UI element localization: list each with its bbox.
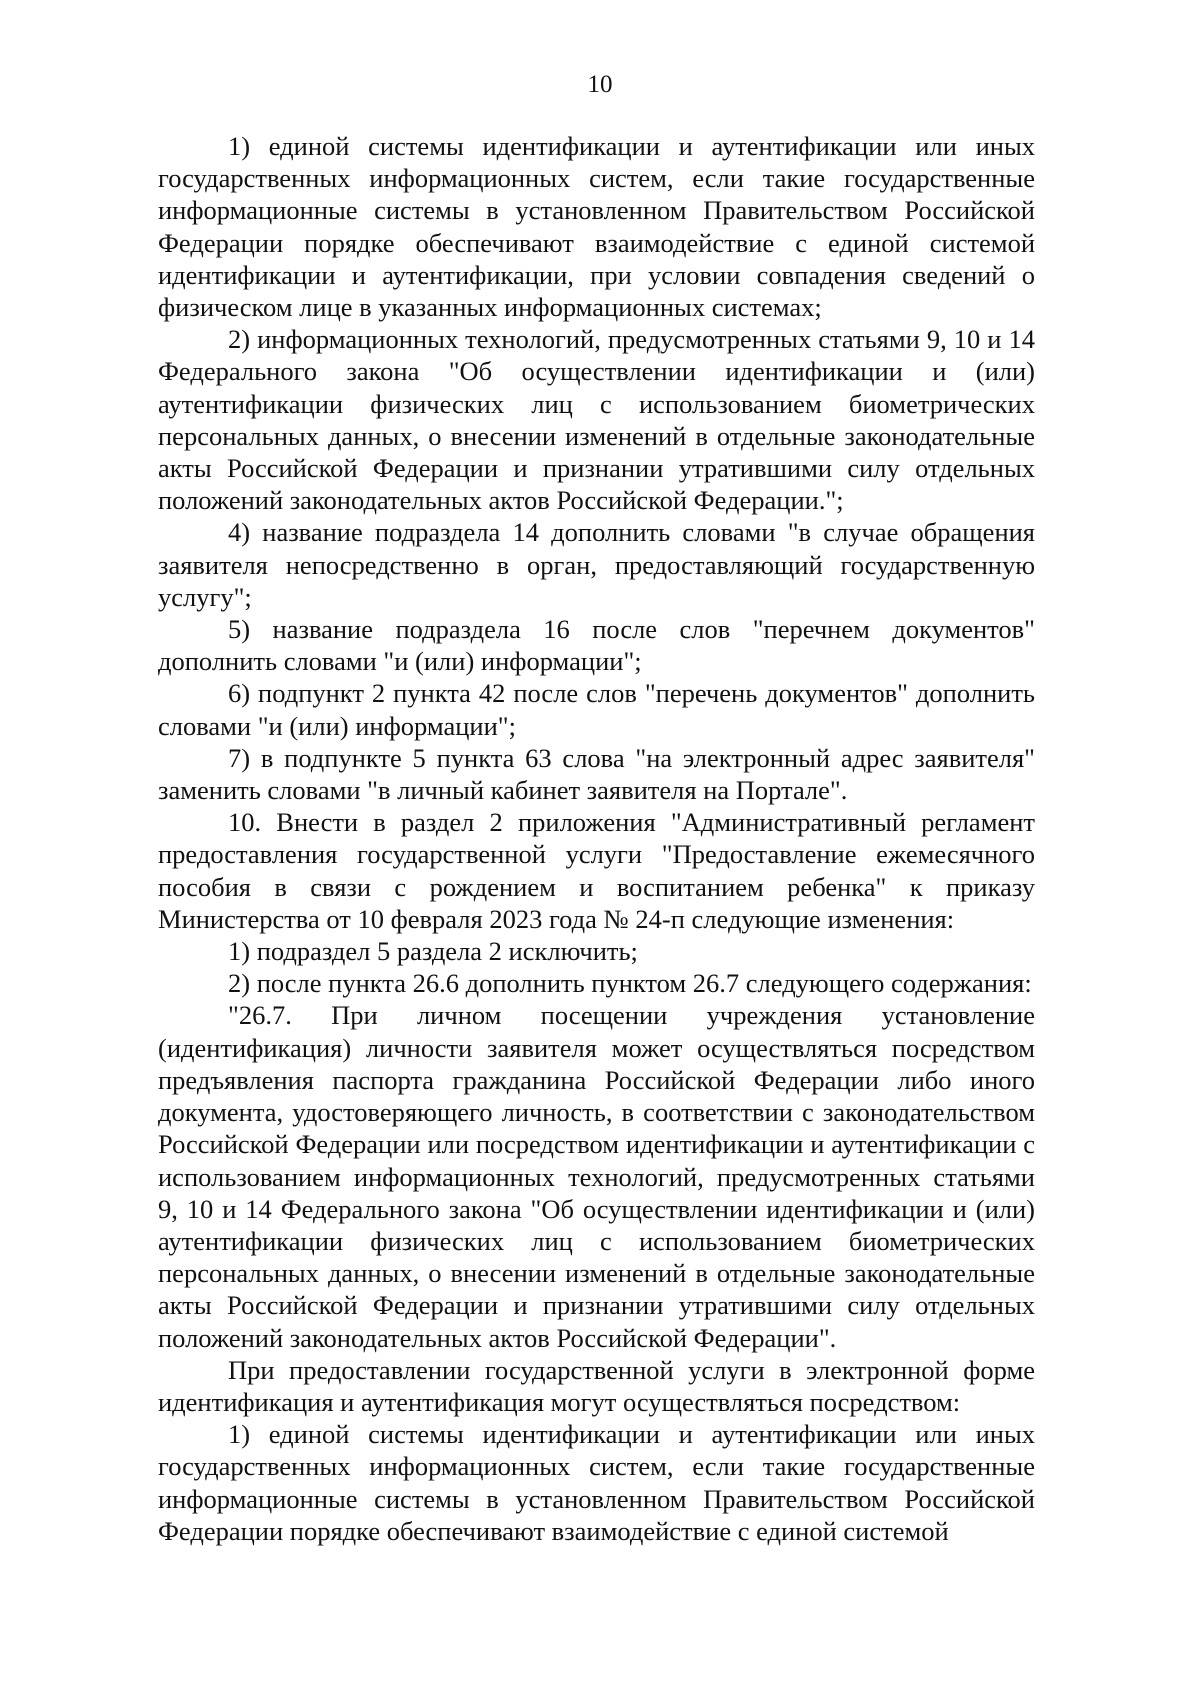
paragraph-10: "26.7. При личном посещении учреждения установление (идентификация) личности заявителя может осуществляться посредством предъявления паспорта гражданина Российской Федерации либо иного документа, удостоверяющего личность, в соответствии с законодательством Российской Федерации или посредством идентификации и аутентификации с использованием информационных технологий, предусмотренных статьями 9, 10 и 14 Федерального закона "Об осуществлении идентификации и (или) аутентификации физических лиц с использованием биометрических персональных данных, о внесении изменений в отдельные законодательные акты Российской Федерации и признании утратившими силу отдельных положений законодательных актов Российской Федерации".	[158, 1000, 1035, 1353]
page-number: 10	[587, 71, 613, 98]
paragraph-9: 2) после пункта 26.6 дополнить пунктом 26.7 следующего содержания:	[228, 968, 1032, 999]
paragraph-3: 4) название подраздела 14 дополнить словами "в случае обращения заявителя непосредственно в орган, предоставляющий государственную услугу";	[158, 517, 1035, 612]
paragraph-2: 2) информационных технологий, предусмотренных статьями 9, 10 и 14 Федерального закона "Об осуществлении идентификации и (или) аутентификации физических лиц с использованием биометрических персональных данных, о внесении изменений в отдельные законодательные акты Российской Федерации и признании утратившими силу отдельных положений законодательных актов Российской Федерации.";	[158, 324, 1035, 516]
paragraph-12: 1) единой системы идентификации и аутентификации или иных государственных информационных систем, если такие государственные информационные системы в установленном Правительством Российской Федерации порядке обеспечивают взаимодействие с единой системой	[158, 1419, 1035, 1546]
paragraph-11: При предоставлении государственной услуги в электронной форме идентификация и аутентификация могут осуществляться посредством:	[158, 1354, 1035, 1417]
paragraph-6: 7) в подпункте 5 пункта 63 слова "на электронный адрес заявителя" заменить словами "в личный кабинет заявителя на Портале".	[158, 742, 1035, 806]
paragraph-8: 1) подраздел 5 раздела 2 исключить;	[228, 936, 638, 967]
paragraph-7: 10. Внести в раздел 2 приложения "Административный регламент предоставления государственной услуги "Предоставление ежемесячного пособия в связи с рождением и воспитанием ребенка" к приказу Министерства от 10 февраля 2023 года № 24-п следующие изменения:	[158, 807, 1035, 934]
document-body	[158, 130, 1035, 1547]
paragraph-5: 6) подпункт 2 пункта 42 после слов "перечень документов" дополнить словами "и (или) информации";	[158, 678, 1035, 741]
paragraph-1: 1) единой системы идентификации и аутентификации или иных государственных информационных систем, если такие государственные информационные системы в установленном Правительством Российской Федерации порядке обеспечивают взаимодействие с единой системой идентификации и аутентификации, при условии совпадения сведений о физическом лице в указанных информационных системах;	[158, 131, 1035, 323]
paragraph-4: 5) название подраздела 16 после слов "перечнем документов" дополнить словами "и (или) информации";	[158, 614, 1035, 677]
